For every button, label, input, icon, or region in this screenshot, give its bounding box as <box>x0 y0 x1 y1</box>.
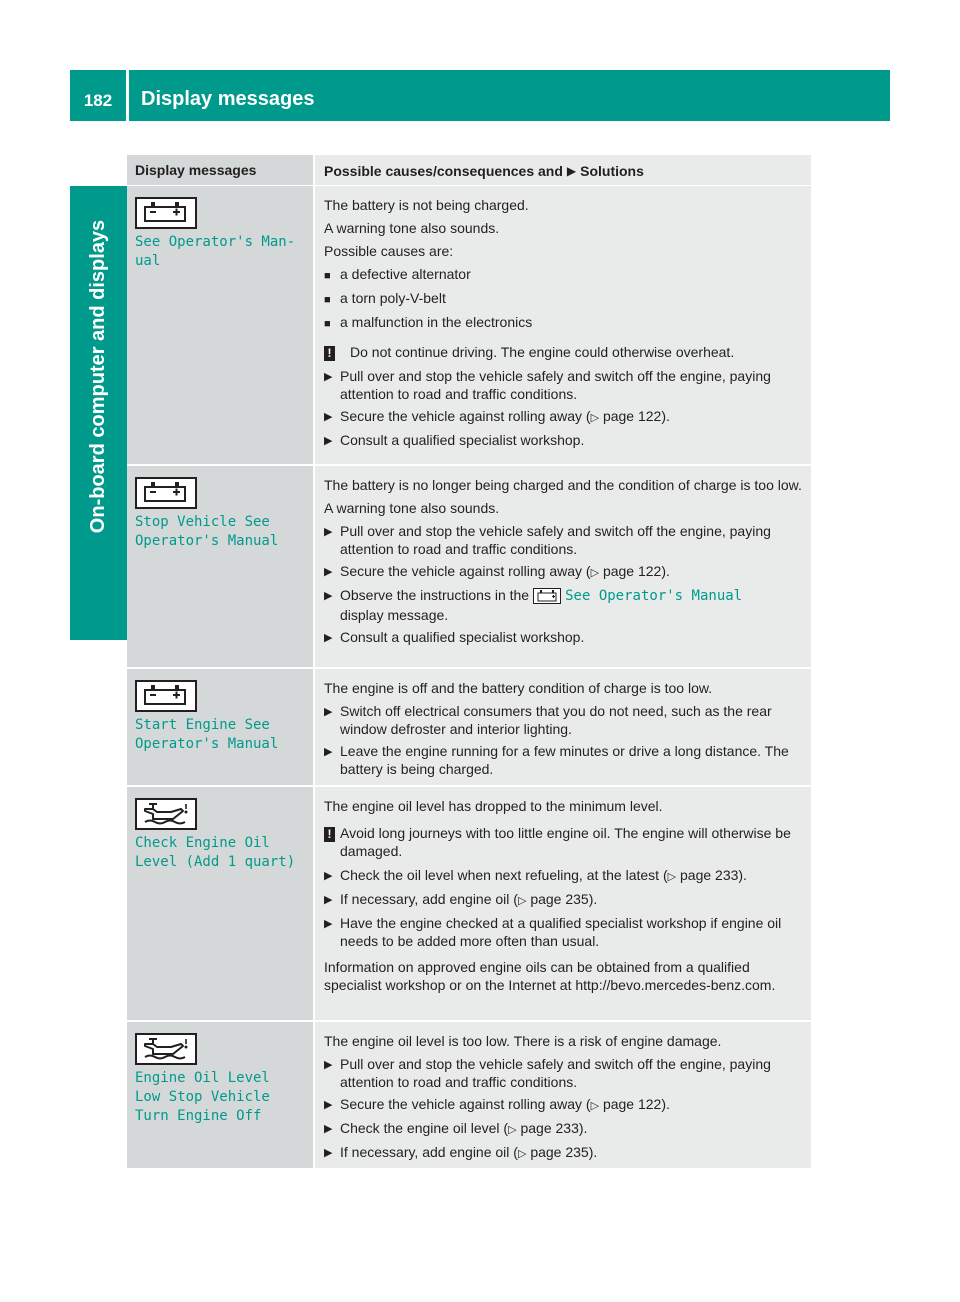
header-divider <box>126 70 129 121</box>
bullet-text: a defective alternator <box>340 266 471 282</box>
action-arrow-icon: ▶ <box>324 1099 333 1111</box>
action-text: Leave the engine running for a few minutes or drive a long distance. The battery is being charged. <box>340 743 789 777</box>
action-arrow-icon: ▶ <box>324 1147 333 1159</box>
page-title: Display messages <box>141 88 315 110</box>
table-row <box>127 466 811 669</box>
action-arrow-icon: ▶ <box>324 706 333 718</box>
page-number: 182 <box>83 91 113 110</box>
message-cell <box>127 1022 313 1168</box>
action-step <box>324 1055 803 1091</box>
display-messages-table <box>127 155 811 1170</box>
bullet-icon: ■ <box>324 318 331 330</box>
action-text <box>340 1119 587 1139</box>
action-text-part: Observe the instructions in the <box>340 587 530 603</box>
bullet-text: a torn poly-V-belt <box>340 290 446 306</box>
bullet-icon: ■ <box>324 270 331 282</box>
side-tab-label-wrap <box>70 186 127 566</box>
action-step <box>324 702 803 738</box>
display-message: See Operator's Man‐ ual <box>135 234 296 269</box>
text-line: A warning tone also sounds. <box>324 500 500 516</box>
bullet-item <box>324 289 803 309</box>
side-tab-label: On-board computer and displays <box>87 219 110 533</box>
battery-icon <box>135 680 197 712</box>
action-text: Have the engine checked at a qualified specialist workshop if engine oil needs to be added more often than usual. <box>340 915 782 949</box>
action-arrow-icon: ▶ <box>324 526 333 538</box>
text-line: The engine oil level has dropped to the minimum level. <box>324 798 663 814</box>
display-message-ref: See Operator's Manual <box>565 588 743 604</box>
solution-cell <box>313 466 811 667</box>
bullet-item <box>324 265 803 285</box>
action-arrow-icon: ▶ <box>324 411 333 423</box>
table-row <box>127 787 811 1022</box>
arrow-icon: ▶ <box>566 164 577 178</box>
warning-note <box>324 824 803 860</box>
battery-icon <box>533 588 561 604</box>
action-arrow-icon: ▶ <box>324 894 333 906</box>
action-arrow-icon: ▶ <box>324 632 333 644</box>
solution-cell <box>313 1022 811 1168</box>
table-header <box>127 155 811 186</box>
solution-cell <box>313 186 811 464</box>
action-step <box>324 914 803 950</box>
action-step <box>324 1119 803 1139</box>
action-step <box>324 522 803 558</box>
action-arrow-icon: ▶ <box>324 371 333 383</box>
display-message: Check Engine Oil Level (Add 1 quart) <box>135 835 296 870</box>
page-ref-link[interactable]: page 235). <box>530 1144 598 1160</box>
text-line: Possible causes are: <box>324 243 454 259</box>
action-step <box>324 407 803 427</box>
action-step <box>324 1143 803 1163</box>
text-line: The battery is no longer being charged and the condition of charge is too low. <box>324 477 802 493</box>
col-header-solutions-b: Solutions <box>580 163 644 179</box>
action-step <box>324 562 803 582</box>
warning-icon: ! <box>324 346 335 361</box>
action-arrow-icon: ▶ <box>324 870 333 882</box>
solution-cell <box>313 669 811 785</box>
action-step <box>324 890 803 910</box>
col-header-solutions <box>313 155 811 185</box>
warning-icon: ! <box>324 827 335 842</box>
page-ref-link[interactable]: page 235). <box>530 891 598 907</box>
table-row <box>127 669 811 787</box>
action-text-part: Check the engine oil level ( <box>340 1120 509 1136</box>
action-text: Consult a qualified specialist workshop. <box>340 629 585 645</box>
warning-note <box>324 343 803 361</box>
action-text-part: Secure the vehicle against rolling away ( <box>340 1096 591 1112</box>
action-arrow-icon: ▶ <box>324 566 333 578</box>
oil-can-icon <box>135 798 197 830</box>
page-ref-icon: ▷ <box>517 895 527 907</box>
message-cell <box>127 787 313 1020</box>
action-text <box>340 866 747 886</box>
page-ref-link[interactable]: page 233). <box>520 1120 588 1136</box>
page-ref-link[interactable]: page 233). <box>680 867 747 883</box>
action-text <box>340 1143 597 1163</box>
action-text: Consult a qualified specialist workshop. <box>340 432 585 448</box>
action-step <box>324 742 803 778</box>
display-message: Engine Oil Level Low Stop Vehicle Turn Engine Off <box>135 1070 270 1124</box>
action-step <box>324 628 803 647</box>
page-ref-icon: ▷ <box>590 567 600 579</box>
oil-can-icon <box>135 1033 197 1065</box>
solution-cell <box>313 787 811 1020</box>
action-step <box>324 367 803 403</box>
action-text: Pull over and stop the vehicle safely and switch off the engine, paying attention to road and traffic conditions. <box>340 523 771 557</box>
text-line: Information on approved engine oils can be obtained from a qualified specialist workshop or on the Internet at http://bevo.mercedes-benz.com. <box>324 959 776 993</box>
battery-icon <box>135 477 197 509</box>
display-message: Stop Vehicle See Operator's Manual <box>135 514 279 549</box>
page-ref-link[interactable]: page 122). <box>602 563 670 579</box>
bullet-text: a malfunction in the electronics <box>340 314 533 330</box>
action-text-part: Secure the vehicle against rolling away ( <box>340 563 591 579</box>
col-header-messages: Display messages <box>127 155 313 185</box>
action-text: Switch off electrical consumers that you do not need, such as the rear window defroster and interior lighting. <box>340 703 772 737</box>
action-text <box>340 890 597 910</box>
action-text <box>340 586 742 624</box>
bullet-icon: ■ <box>324 294 331 306</box>
action-arrow-icon: ▶ <box>324 918 333 930</box>
action-text <box>340 562 670 582</box>
page-ref-icon: ▷ <box>590 1100 600 1112</box>
action-step <box>324 866 803 886</box>
action-arrow-icon: ▶ <box>324 746 333 758</box>
message-cell <box>127 466 313 667</box>
action-text-part: Secure the vehicle against rolling away ( <box>340 408 591 424</box>
action-text: Pull over and stop the vehicle safely and switch off the engine, paying attention to road and traffic conditions. <box>340 368 771 402</box>
action-text <box>340 1095 670 1115</box>
col-header-solutions-a: Possible causes/consequences and <box>324 163 563 179</box>
action-text-part: Check the oil level when next refueling, at the latest ( <box>340 867 668 883</box>
page-ref-icon: ▷ <box>667 871 677 883</box>
action-arrow-icon: ▶ <box>324 1123 333 1135</box>
action-text-part: If necessary, add engine oil ( <box>340 891 518 907</box>
display-message: Start Engine See Operator's Manual <box>135 717 279 752</box>
action-text <box>340 407 670 427</box>
message-cell <box>127 669 313 785</box>
page-ref-link[interactable]: page 122). <box>602 1096 670 1112</box>
text-line: The engine oil level is too low. There is a risk of engine damage. <box>324 1033 722 1049</box>
action-arrow-icon: ▶ <box>324 590 333 602</box>
warning-text: Do not continue driving. The engine could otherwise overheat. <box>350 344 735 360</box>
action-text-part: display message. <box>340 607 449 623</box>
text-line: The battery is not being charged. <box>324 197 529 213</box>
battery-icon <box>135 197 197 229</box>
message-cell <box>127 186 313 464</box>
page-ref-icon: ▷ <box>517 1148 527 1160</box>
action-arrow-icon: ▶ <box>324 1059 333 1071</box>
page-ref-icon: ▷ <box>590 412 600 424</box>
page-ref-icon: ▷ <box>508 1124 517 1136</box>
table-row <box>127 186 811 466</box>
action-step <box>324 431 803 450</box>
text-line: The engine is off and the battery condition of charge is too low. <box>324 680 713 696</box>
action-step <box>324 1095 803 1115</box>
text-line: A warning tone also sounds. <box>324 220 500 236</box>
page-ref-link[interactable]: page 122). <box>602 408 670 424</box>
action-text: Pull over and stop the vehicle safely and switch off the engine, paying attention to road and traffic conditions. <box>340 1056 771 1090</box>
warning-text: Avoid long journeys with too little engine oil. The engine will otherwise be damaged. <box>340 825 791 859</box>
bullet-item <box>324 313 803 333</box>
action-arrow-icon: ▶ <box>324 435 333 447</box>
action-step <box>324 586 803 624</box>
table-row <box>127 1022 811 1170</box>
action-text-part: If necessary, add engine oil ( <box>340 1144 518 1160</box>
